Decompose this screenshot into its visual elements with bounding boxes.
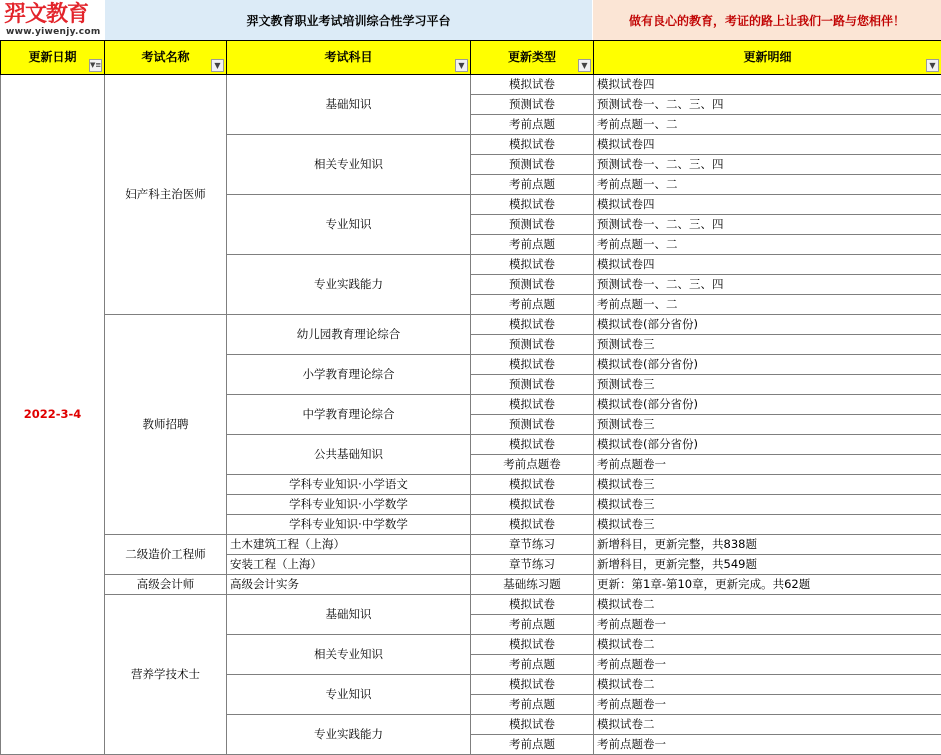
update-type-cell[interactable]: 模拟试卷: [471, 355, 594, 375]
subject-cell[interactable]: 土木建筑工程（上海）: [227, 535, 471, 555]
subject-cell[interactable]: 小学教育理论综合: [227, 355, 471, 395]
subject-cell[interactable]: 相关专业知识: [227, 135, 471, 195]
update-detail-cell[interactable]: 考前点题卷一: [594, 455, 941, 475]
subject-cell[interactable]: 中学教育理论综合: [227, 395, 471, 435]
update-detail-cell[interactable]: 模拟试卷三: [594, 515, 941, 535]
update-detail-cell[interactable]: 预测试卷三: [594, 335, 941, 355]
subject-cell[interactable]: 专业实践能力: [227, 715, 471, 755]
table-row: [1, 535, 941, 555]
subject-cell[interactable]: 公共基础知识: [227, 435, 471, 475]
update-detail-cell[interactable]: 新增科目，更新完整，共838题: [594, 535, 941, 555]
update-type-cell[interactable]: 模拟试卷: [471, 635, 594, 655]
logo-title: 羿文教育: [4, 1, 88, 27]
update-detail-cell[interactable]: 模拟试卷四: [594, 255, 941, 275]
update-type-cell[interactable]: 预测试卷: [471, 155, 594, 175]
update-type-cell[interactable]: 模拟试卷: [471, 395, 594, 415]
update-type-cell[interactable]: 模拟试卷: [471, 715, 594, 735]
update-detail-cell[interactable]: 模拟试卷二: [594, 675, 941, 695]
update-type-cell[interactable]: 章节练习: [471, 555, 594, 575]
update-detail-cell[interactable]: 考前点题一、二: [594, 175, 941, 195]
exam-name-cell[interactable]: 二级造价工程师: [105, 535, 227, 575]
header-date-label: 更新日期: [28, 50, 76, 64]
update-type-cell[interactable]: 模拟试卷: [471, 475, 594, 495]
update-detail-cell[interactable]: 模拟试卷三: [594, 475, 941, 495]
update-type-cell[interactable]: 考前点题: [471, 175, 594, 195]
table-row: [1, 595, 941, 615]
update-type-cell[interactable]: 模拟试卷: [471, 435, 594, 455]
subject-cell[interactable]: 基础知识: [227, 595, 471, 635]
update-type-cell[interactable]: 考前点题: [471, 655, 594, 675]
update-detail-cell[interactable]: 模拟试卷二: [594, 635, 941, 655]
update-type-cell[interactable]: 预测试卷: [471, 95, 594, 115]
banner: [0, 0, 941, 40]
subject-cell[interactable]: 专业知识: [227, 675, 471, 715]
update-type-cell[interactable]: 预测试卷: [471, 215, 594, 235]
exam-name-cell[interactable]: 教师招聘: [105, 315, 227, 535]
subject-cell[interactable]: 基础知识: [227, 75, 471, 135]
header-exam-label: 考试名称: [141, 50, 189, 64]
header-detail[interactable]: [594, 41, 941, 75]
update-detail-cell[interactable]: 预测试卷一、二、三、四: [594, 275, 941, 295]
logo: [0, 0, 104, 40]
subject-cell[interactable]: 学科专业知识·小学数学: [227, 495, 471, 515]
subject-cell[interactable]: 专业知识: [227, 195, 471, 255]
update-detail-cell[interactable]: 模拟试卷二: [594, 715, 941, 735]
update-type-cell[interactable]: 模拟试卷: [471, 675, 594, 695]
update-detail-cell[interactable]: 考前点题一、二: [594, 235, 941, 255]
header-subject-label: 考试科目: [324, 50, 372, 64]
header-type[interactable]: [471, 41, 594, 75]
update-type-cell[interactable]: 模拟试卷: [471, 195, 594, 215]
header-exam[interactable]: [105, 41, 227, 75]
update-type-cell[interactable]: 考前点题: [471, 115, 594, 135]
update-type-cell[interactable]: 考前点题: [471, 695, 594, 715]
filter-dropdown-icon[interactable]: ▼: [578, 59, 591, 72]
update-detail-cell[interactable]: 考前点题卷一: [594, 655, 941, 675]
update-detail-cell[interactable]: 更新：第1章-第10章，更新完成。共62题: [594, 575, 941, 595]
update-detail-cell[interactable]: 模拟试卷(部分省份): [594, 315, 941, 335]
logo-url: www.yiwenjy.com: [6, 27, 101, 37]
update-detail-cell[interactable]: 预测试卷三: [594, 415, 941, 435]
exam-name-cell[interactable]: 营养学技术士: [105, 595, 227, 755]
update-type-cell[interactable]: 考前点题: [471, 295, 594, 315]
update-type-cell[interactable]: 考前点题: [471, 735, 594, 755]
update-type-cell[interactable]: 预测试卷: [471, 275, 594, 295]
update-detail-cell[interactable]: 模拟试卷四: [594, 135, 941, 155]
update-detail-cell[interactable]: 预测试卷三: [594, 375, 941, 395]
table-row: [1, 75, 941, 95]
update-detail-cell[interactable]: 考前点题卷一: [594, 695, 941, 715]
update-type-cell[interactable]: 考前点题: [471, 235, 594, 255]
filter-dropdown-icon[interactable]: ▼: [211, 59, 224, 72]
update-type-cell[interactable]: 模拟试卷: [471, 595, 594, 615]
update-type-cell[interactable]: 考前点题卷: [471, 455, 594, 475]
update-type-cell[interactable]: 模拟试卷: [471, 495, 594, 515]
update-type-cell[interactable]: 模拟试卷: [471, 315, 594, 335]
subject-cell[interactable]: 学科专业知识·中学数学: [227, 515, 471, 535]
update-detail-cell[interactable]: 预测试卷一、二、三、四: [594, 215, 941, 235]
subject-cell[interactable]: 安装工程（上海）: [227, 555, 471, 575]
update-type-cell[interactable]: 预测试卷: [471, 375, 594, 395]
update-detail-cell[interactable]: 新增科目，更新完整，共549题: [594, 555, 941, 575]
update-detail-cell[interactable]: 模拟试卷三: [594, 495, 941, 515]
table-row: [1, 315, 941, 335]
update-type-cell[interactable]: 模拟试卷: [471, 75, 594, 95]
header-row: [1, 41, 941, 75]
subject-cell[interactable]: 幼儿园教育理论综合: [227, 315, 471, 355]
update-detail-cell[interactable]: 模拟试卷(部分省份): [594, 355, 941, 375]
update-date-cell[interactable]: 2022-3-4: [1, 75, 105, 755]
subject-cell[interactable]: 高级会计实务: [227, 575, 471, 595]
update-detail-cell[interactable]: 模拟试卷四: [594, 75, 941, 95]
update-type-cell[interactable]: 考前点题: [471, 615, 594, 635]
header-subject[interactable]: [227, 41, 471, 75]
filter-dropdown-icon[interactable]: ▼: [926, 59, 939, 72]
filter-active-icon[interactable]: ▼≡: [89, 59, 102, 72]
update-type-cell[interactable]: 模拟试卷: [471, 255, 594, 275]
slogan: 做有良心的教育，考证的路上让我们一路与您相伴！: [593, 0, 941, 40]
update-detail-cell[interactable]: 模拟试卷四: [594, 195, 941, 215]
update-detail-cell[interactable]: 预测试卷一、二、三、四: [594, 95, 941, 115]
update-detail-cell[interactable]: 模拟试卷(部分省份): [594, 435, 941, 455]
update-type-cell[interactable]: 预测试卷: [471, 335, 594, 355]
table-row: [1, 575, 941, 595]
exam-name-cell[interactable]: 高级会计师: [105, 575, 227, 595]
update-detail-cell[interactable]: 预测试卷一、二、三、四: [594, 155, 941, 175]
header-date[interactable]: [1, 41, 105, 75]
header-detail-label: 更新明细: [743, 50, 791, 64]
update-detail-cell[interactable]: 模拟试卷(部分省份): [594, 395, 941, 415]
update-type-cell[interactable]: 基础练习题: [471, 575, 594, 595]
subject-cell[interactable]: 学科专业知识·小学语文: [227, 475, 471, 495]
update-type-cell[interactable]: 章节练习: [471, 535, 594, 555]
platform-title: 羿文教育职业考试培训综合性学习平台: [105, 0, 592, 40]
subject-cell[interactable]: 专业实践能力: [227, 255, 471, 315]
subject-cell[interactable]: 相关专业知识: [227, 635, 471, 675]
update-detail-cell[interactable]: 考前点题一、二: [594, 295, 941, 315]
exam-name-cell[interactable]: 妇产科主治医师: [105, 75, 227, 315]
update-detail-cell[interactable]: 考前点题卷一: [594, 615, 941, 635]
update-table: [0, 40, 941, 755]
update-detail-cell[interactable]: 模拟试卷二: [594, 595, 941, 615]
update-type-cell[interactable]: 预测试卷: [471, 415, 594, 435]
header-type-label: 更新类型: [508, 50, 556, 64]
filter-dropdown-icon[interactable]: ▼: [455, 59, 468, 72]
update-type-cell[interactable]: 模拟试卷: [471, 135, 594, 155]
update-type-cell[interactable]: 模拟试卷: [471, 515, 594, 535]
update-detail-cell[interactable]: 考前点题一、二: [594, 115, 941, 135]
update-detail-cell[interactable]: 考前点题卷一: [594, 735, 941, 755]
